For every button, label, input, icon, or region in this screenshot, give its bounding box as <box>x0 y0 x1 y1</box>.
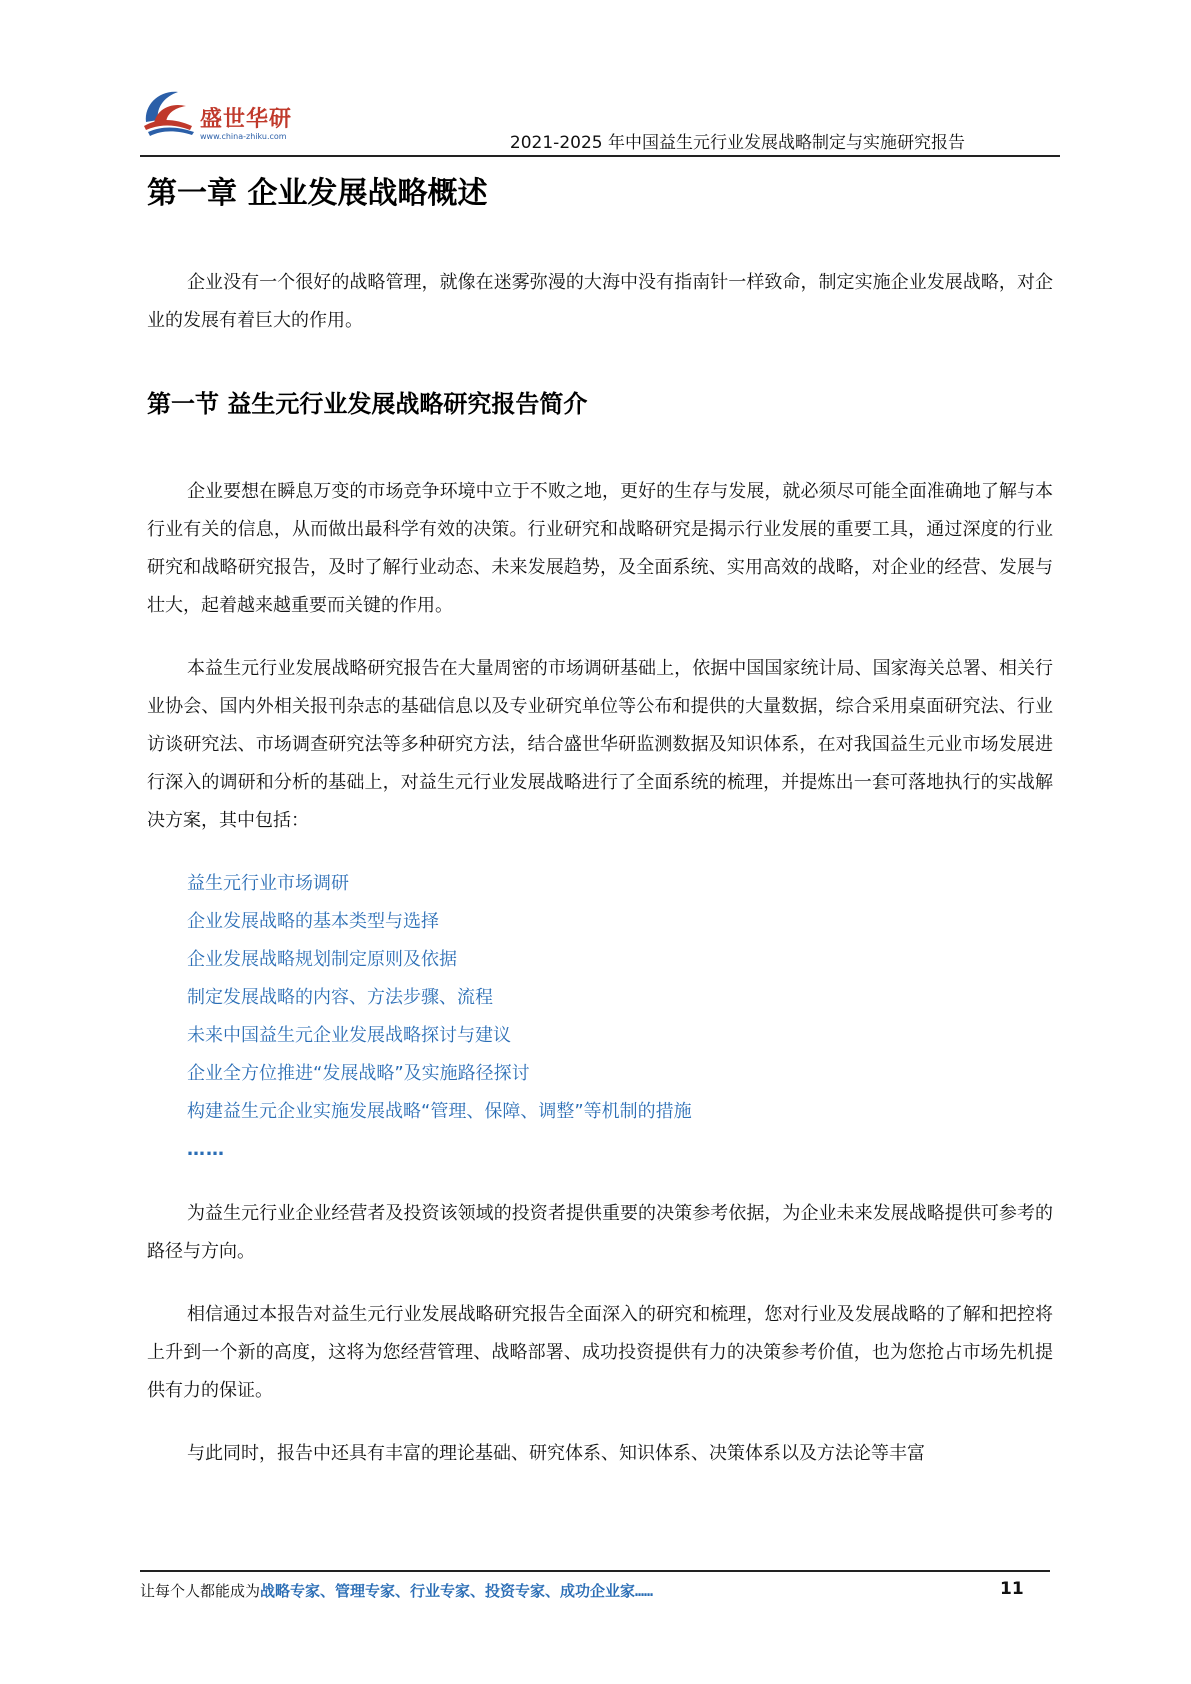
topic-list-item[interactable]: 企业发展战略规划制定原则及依据 <box>187 949 457 970</box>
topic-list-item[interactable]: 构建益生元企业实施发展战略“管理、保障、调整”等机制的措施 <box>187 1101 692 1122</box>
topic-list-item[interactable]: 未来中国益生元企业发展战略探讨与建议 <box>187 1025 511 1046</box>
topic-list-item[interactable]: 益生元行业市场调研 <box>187 873 349 894</box>
page-content <box>147 172 1053 1473</box>
logo-name: 盛世华研 <box>200 107 293 132</box>
page-number: 11 <box>1000 1579 1024 1599</box>
topic-list-item[interactable]: 企业全方位推进“发展战略”及实施路径探讨 <box>187 1063 530 1084</box>
body-paragraph: 企业要想在瞬息万变的市场竞争环境中立于不败之地，更好的生存与发展，就必须尽可能全面准确地了解与本行业有关的信息，从而做出最科学有效的决策。行业研究和战略研究是揭示行业发展的重要工具，通过深度的行业研究和战略研究报告，及时了解行业动态、未来发展趋势，及全面系统、实用高效的战略，对企业的经营、发展与壮大，起着越来越重要而关键的作用。 <box>147 481 1053 616</box>
section-title: 第一节 益生元行业发展战略研究报告简介 <box>147 390 588 418</box>
topic-list-item[interactable]: 制定发展战略的内容、方法步骤、流程 <box>187 987 493 1008</box>
footer-slogan-highlight: 战略专家、管理专家、行业专家、投资专家、成功企业家…… <box>260 1582 654 1600</box>
chapter-title: 第一章 企业发展战略概述 <box>147 176 488 211</box>
topic-list-ellipsis: …… <box>187 1139 225 1160</box>
intro-paragraph: 企业没有一个很好的战略管理，就像在迷雾弥漫的大海中没有指南针一样致命，制定实施企业发展战略，对企业的发展有着巨大的作用。 <box>147 272 1053 331</box>
topic-list-item[interactable]: 企业发展战略的基本类型与选择 <box>187 911 439 932</box>
page-header <box>0 0 1191 170</box>
company-logo <box>140 82 315 154</box>
header-divider <box>140 155 1060 157</box>
footer-slogan-prefix: 让每个人都能成为 <box>140 1582 261 1600</box>
logo-url: www.china-zhiku.com <box>200 132 287 141</box>
logo-emblem-icon <box>140 82 200 138</box>
closing-paragraph: 相信通过本报告对益生元行业发展战略研究报告全面深入的研究和梳理，您对行业及发展战略的了解和把控将上升到一个新的高度，这将为您经营管理、战略部署、成功投资提供有力的决策参考价值，也为您抢占市场先机提供有力的保证。 <box>147 1304 1053 1401</box>
closing-paragraph: 为益生元行业企业经营者及投资该领域的投资者提供重要的决策参考依据，为企业未来发展战略提供可参考的路径与方向。 <box>147 1203 1053 1262</box>
closing-paragraph: 与此同时，报告中还具有丰富的理论基础、研究体系、知识体系、决策体系以及方法论等丰富 <box>187 1443 925 1464</box>
report-title: 2021-2025 年中国益生元行业发展战略制定与实施研究报告 <box>509 133 965 153</box>
footer-divider <box>140 1570 1050 1572</box>
body-paragraph: 本益生元行业发展战略研究报告在大量周密的市场调研基础上，依据中国国家统计局、国家海关总署、相关行业协会、国内外相关报刊杂志的基础信息以及专业研究单位等公布和提供的大量数据，综合采用桌面研究法、行业访谈研究法、市场调查研究法等多种研究方法，结合盛世华研监测数据及知识体系，在对我国益生元业市场发展进行深入的调研和分析的基础上，对益生元行业发展战略进行了全面系统的梳理，并提炼出一套可落地执行的实战解决方案，其中包括： <box>147 658 1053 831</box>
footer-slogan <box>140 1580 653 1601</box>
topic-list <box>147 865 1053 1169</box>
